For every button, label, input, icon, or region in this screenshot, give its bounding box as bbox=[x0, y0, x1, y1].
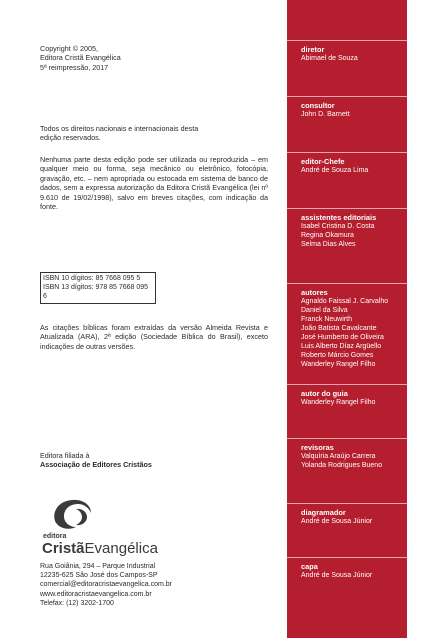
credit-name: André de Sousa Júnior bbox=[301, 518, 373, 525]
logo-brand-part-2: Evangélica bbox=[84, 540, 158, 557]
credit-role: revisoras bbox=[301, 443, 334, 452]
credit-name: John D. Barnett bbox=[301, 111, 350, 118]
credit-section bbox=[287, 503, 407, 526]
credit-name: Yolanda Rodrigues Bueno bbox=[301, 462, 383, 469]
credit-role: autores bbox=[301, 288, 328, 297]
credit-section bbox=[287, 283, 407, 369]
credit-section bbox=[287, 40, 407, 63]
credit-name: Luis Alberto Díaz Argüello bbox=[301, 343, 382, 350]
credit-role: capa bbox=[301, 562, 318, 571]
dove-logo-icon bbox=[40, 497, 170, 559]
phone-line: Telefax: (12) 3202-1700 bbox=[40, 599, 114, 607]
credit-section bbox=[287, 208, 407, 249]
credit-name: Isabel Cristina D. Costa bbox=[301, 223, 375, 230]
credit-section bbox=[287, 152, 407, 175]
email-link[interactable]: comercial@editoracristaevangelica.com.br bbox=[40, 581, 172, 589]
divider bbox=[287, 503, 407, 504]
copyright-line: Copyright © 2005, bbox=[40, 44, 99, 53]
divider bbox=[287, 96, 407, 97]
credit-name: André de Souza Lima bbox=[301, 167, 369, 174]
credit-role: diagramador bbox=[301, 508, 346, 517]
credit-role: consultor bbox=[301, 101, 335, 110]
website-link[interactable]: www.editoracristaevangelica.com.br bbox=[40, 590, 152, 598]
credit-role: assistentes editoriais bbox=[301, 213, 377, 222]
credits-sidebar bbox=[287, 0, 407, 638]
credit-name: Valquíria Araújo Carrera bbox=[301, 453, 376, 460]
logo-brand-part-1: Cristã bbox=[42, 540, 85, 557]
credit-name: Daniel da Silva bbox=[301, 307, 348, 314]
bible-citations-note: As citações bíblicas foram extraídas da versão Almeida Revista e Atualizada (ARA), 2ª edição (Sociedade Bíblica do Brasil), exceto indicações de outras versões. bbox=[40, 323, 268, 351]
rights-line-1: Todos os direitos nacionais e internacionais desta bbox=[40, 124, 199, 133]
isbn-10: ISBN 10 dígitos: 85 7668 095 5 bbox=[43, 275, 141, 282]
rights-line-2: edição reservados. bbox=[40, 133, 101, 143]
divider bbox=[287, 283, 407, 284]
divider bbox=[287, 152, 407, 153]
address-line-1: Rua Goiânia, 294 – Parque Industrial bbox=[40, 563, 156, 570]
divider bbox=[287, 557, 407, 558]
credit-name: Regina Okamura bbox=[301, 232, 354, 239]
divider bbox=[287, 384, 407, 385]
reproduction-notice: Nenhuma parte desta edição pode ser utilizada ou reproduzida – em qualquer meio ou forma, seja mecânico ou eletrônico, fotocópia, gravação, etc. – nem apropriada ou estocada em sistema de banco de dados, sem a expressa autorização da Editora Cristã Evangélica (lei nº 9.610 de 19/02/1998), salvo em breves citações, com indicação da fonte. bbox=[40, 155, 268, 212]
credit-name: Roberto Márcio Gomes bbox=[301, 352, 374, 359]
isbn-13: ISBN 13 dígitos: 978 85 7668 095 6 bbox=[43, 284, 149, 301]
divider bbox=[287, 40, 407, 41]
credit-name: José Humberto de Oliveira bbox=[301, 334, 384, 341]
reprint-line: 5ª reimpressão, 2017 bbox=[40, 62, 109, 72]
affiliation-org: Associação de Editores Cristãos bbox=[40, 460, 152, 470]
address-line-2: 12235-625 São José dos Campos-SP bbox=[40, 572, 158, 580]
publisher-logo bbox=[40, 497, 170, 559]
credit-name: Selma Dias Alves bbox=[301, 241, 356, 248]
rights-block bbox=[40, 124, 198, 143]
credit-section bbox=[287, 96, 407, 119]
left-column bbox=[40, 0, 280, 638]
affiliation-block bbox=[40, 451, 152, 470]
credit-section bbox=[287, 384, 407, 407]
credit-role: autor do guia bbox=[301, 389, 348, 398]
credit-name: Abimael de Souza bbox=[301, 55, 358, 62]
credit-name: João Batista Cavalcante bbox=[301, 325, 377, 332]
credit-section bbox=[287, 438, 407, 470]
logo-brand-text bbox=[42, 540, 159, 557]
logo-small-text: editora bbox=[43, 533, 67, 540]
credit-name: Franck Neuwirth bbox=[301, 316, 352, 323]
divider bbox=[287, 438, 407, 439]
publisher-line: Editora Cristã Evangélica bbox=[40, 53, 121, 63]
credit-section bbox=[287, 557, 407, 580]
credit-name: Agnaldo Faissal J. Carvalho bbox=[301, 298, 389, 305]
credit-name: Wanderley Rangel Filho bbox=[301, 361, 376, 368]
divider bbox=[287, 208, 407, 209]
credit-name: André de Sousa Júnior bbox=[301, 572, 373, 579]
credit-role: diretor bbox=[301, 45, 325, 54]
contact-block bbox=[40, 562, 172, 608]
isbn-box bbox=[40, 272, 156, 304]
credit-name: Wanderley Rangel Filho bbox=[301, 399, 376, 406]
credit-role: editor-Chefe bbox=[301, 157, 345, 166]
copyright-block bbox=[40, 44, 121, 72]
affiliation-line: Editora filiada à bbox=[40, 451, 90, 460]
